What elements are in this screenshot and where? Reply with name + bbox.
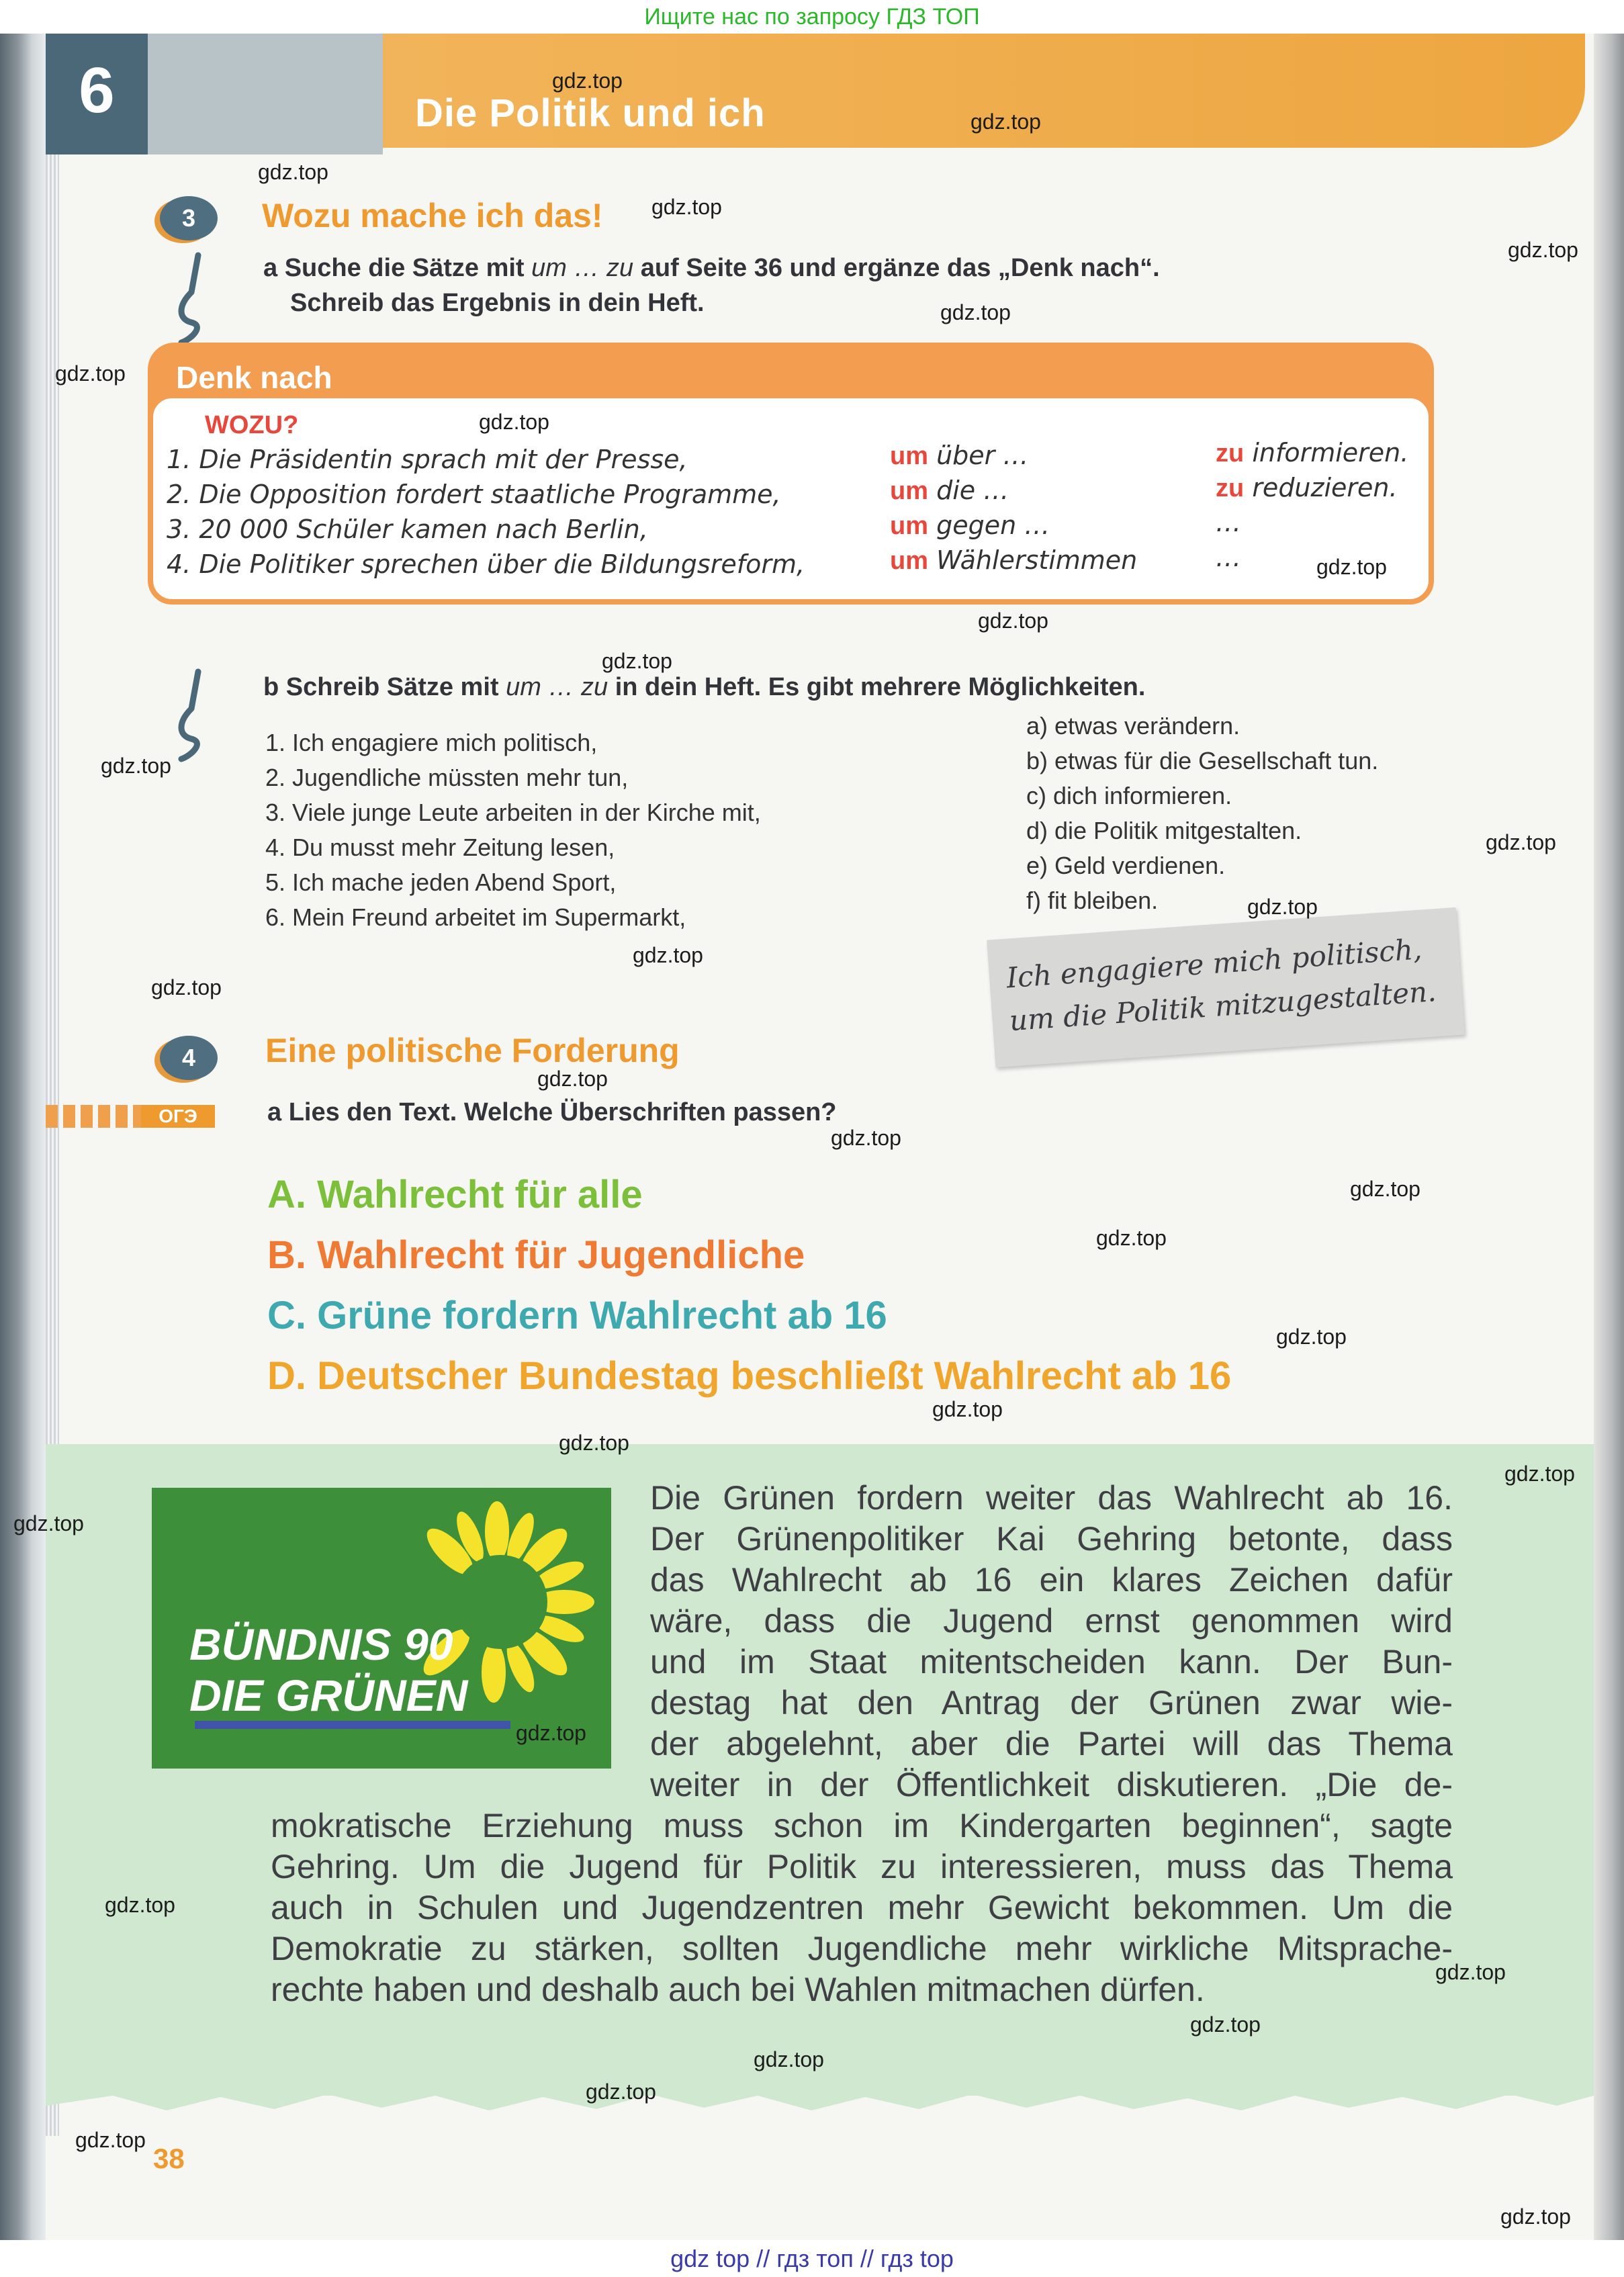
watermark: gdz.top	[940, 300, 1011, 324]
oge-badge: ОГЭ	[141, 1105, 215, 1128]
left-list-item-5: 5. Ich mache jeden Abend Sport,	[265, 868, 617, 896]
article-text-bottom	[271, 1805, 1453, 2010]
oge-dashes	[46, 1105, 141, 1128]
denk-row-3-end: …	[1216, 508, 1241, 537]
task-4a: a Lies den Text. Welche Überschriften passen?	[267, 1098, 837, 1126]
article-line: und im Staat mitentscheiden kann. Der Bun-	[650, 1643, 1453, 1681]
denk-row-1-zu: zu informieren.	[1216, 438, 1409, 467]
watermark: gdz.top	[258, 160, 328, 184]
top-promo-banner[interactable]: Ищите нас по запросу ГДЗ ТОП	[0, 0, 1624, 34]
denk-row-1-sentence: 1. Die Präsidentin sprach mit der Presse,	[167, 445, 688, 474]
wozu-label: WOZU?	[205, 411, 299, 439]
article-line: wäre, dass die Jugend ernst genommen wird	[650, 1602, 1453, 1640]
page-edge-left	[0, 34, 46, 2243]
left-list-item-2: 2. Jugendliche müssten mehr tun,	[265, 764, 629, 791]
watermark: gdz.top	[101, 754, 171, 778]
watermark: gdz.top	[1508, 238, 1578, 262]
watermark: gdz.top	[55, 361, 126, 386]
article-text-top	[650, 1478, 1453, 1805]
section-4-title: Eine politische Forderung	[265, 1032, 680, 1069]
header-grey-block	[148, 34, 383, 154]
right-list-item-a: a) etwas verändern.	[1026, 712, 1240, 740]
task-3a-um-zu: um … zu	[531, 254, 634, 282]
watermark: gdz.top	[1096, 1226, 1167, 1250]
watermark: gdz.top	[1190, 2012, 1261, 2037]
task-label-b: b	[263, 673, 279, 701]
article-line: Der Grünenpolitiker Kai Gehring betonte, dass	[650, 1520, 1453, 1558]
example-note-text: Ich engagiere mich politisch, um die Politik mitzugestalten.	[1005, 932, 1437, 1038]
denk-row-1-um: um über …	[890, 441, 1029, 470]
article-line: Gehring. Um die Jugend für Politik zu interessieren, muss das Thema	[271, 1848, 1453, 1885]
task-3a-text-2: auf Seite 36 und ergänze das „Denk nach“.	[640, 254, 1160, 282]
article-line: der abgelehnt, aber die Partei will das Thema	[650, 1725, 1453, 1762]
task-3b	[263, 673, 1145, 702]
option-b: B. Wahlrecht für Jugendliche	[267, 1233, 805, 1277]
watermark: gdz.top	[831, 1126, 901, 1150]
watermark: gdz.top	[754, 2047, 824, 2071]
right-list-item-c: c) dich informieren.	[1026, 782, 1232, 809]
task-label-a: a	[263, 254, 278, 282]
watermark: gdz.top	[151, 975, 222, 999]
left-list-item-4: 4. Du musst mehr Zeitung lesen,	[265, 834, 615, 861]
right-list-item-e: e) Geld verdienen.	[1026, 852, 1226, 879]
option-c: C. Grüne fordern Wahlrecht ab 16	[267, 1294, 887, 1337]
section-4-badge: 4	[160, 1036, 218, 1080]
article-line: das Wahlrecht ab 16 ein klares Zeichen dafür	[650, 1561, 1453, 1599]
watermark: gdz.top	[1316, 555, 1387, 579]
watermark: gdz.top	[1247, 895, 1318, 919]
article-line: Demokratie zu stärken, sollten Jugendliche mehr wirkliche Mitsprache-	[271, 1930, 1453, 1967]
logo-line-2: DIE GRÜNEN	[189, 1670, 468, 1720]
watermark: gdz.top	[651, 195, 722, 219]
page-edge-right	[1594, 34, 1624, 2243]
watermark: gdz.top	[552, 69, 623, 93]
watermark: gdz.top	[971, 109, 1041, 134]
watermark: gdz.top	[75, 2128, 146, 2152]
right-list-item-b: b) etwas für die Gesellschaft tun.	[1026, 747, 1379, 774]
task-3b-text-1: Schreib Sätze mit	[285, 673, 499, 701]
pen-icon	[171, 252, 212, 346]
task-3a	[263, 254, 1160, 283]
denk-row-4-end: …	[1216, 543, 1241, 572]
watermark: gdz.top	[586, 2080, 656, 2104]
watermark: gdz.top	[932, 1397, 1003, 1421]
right-list-item-f: f) fit bleiben.	[1026, 887, 1159, 914]
chapter-number: 6	[79, 54, 115, 126]
watermark: gdz.top	[1276, 1325, 1347, 1349]
chapter-title: Die Politik und ich	[415, 91, 766, 135]
watermark: gdz.top	[602, 649, 672, 673]
section-3-title: Wozu mache ich das!	[262, 197, 603, 234]
watermark: gdz.top	[105, 1893, 175, 1917]
watermark: gdz.top	[516, 1721, 586, 1745]
watermark: gdz.top	[633, 943, 703, 967]
denk-row-2-um: um die …	[890, 476, 1009, 505]
watermark: gdz.top	[1504, 1462, 1575, 1486]
left-list-item-6: 6. Mein Freund arbeitet im Supermarkt,	[265, 903, 686, 931]
task-3a-line2: Schreib das Ergebnis in dein Heft.	[290, 289, 705, 317]
task-3b-um-zu: um … zu	[506, 673, 608, 701]
watermark: gdz.top	[1435, 1960, 1506, 1984]
option-a: A. Wahlrecht für alle	[267, 1173, 643, 1216]
denk-row-4-um: um Wählerstimmen	[890, 545, 1138, 575]
denk-row-3-sentence: 3. 20 000 Schüler kamen nach Berlin,	[167, 515, 648, 544]
right-list-item-d: d) die Politik mitgestalten.	[1026, 817, 1302, 844]
logo-underline	[195, 1721, 510, 1729]
logo-text	[189, 1619, 467, 1721]
bottom-promo-banner[interactable]: gdz top // гдз топ // гдз top	[0, 2240, 1624, 2277]
watermark: gdz.top	[1350, 1177, 1420, 1201]
watermark: gdz.top	[537, 1067, 608, 1091]
task-3b-text-2: in dein Heft. Es gibt mehrere Möglichkeiten.	[615, 673, 1146, 701]
denk-row-2-zu: zu reduzieren.	[1216, 473, 1398, 502]
article-line: mokratische Erziehung muss schon im Kindergarten beginnen“, sagte	[271, 1807, 1453, 1844]
pen-icon	[171, 668, 212, 762]
denk-row-3-um: um gegen …	[890, 510, 1050, 540]
article-line: weiter in der Öffentlichkeit diskutieren. „Die de-	[650, 1766, 1453, 1803]
watermark: gdz.top	[1500, 2204, 1571, 2229]
article-line: rechte haben und deshalb auch bei Wahlen mitmachen dürfen.	[271, 1971, 1205, 2008]
section-3-badge: 3	[160, 196, 218, 240]
article-line: destag hat den Antrag der Grünen zwar wie-	[650, 1684, 1453, 1722]
watermark: gdz.top	[479, 410, 549, 434]
left-list-item-3: 3. Viele junge Leute arbeiten in der Kirche mit,	[265, 799, 761, 826]
watermark: gdz.top	[978, 609, 1048, 633]
article-line: auch in Schulen und Jugendzentren mehr Gewicht bekommen. Um die	[271, 1889, 1453, 1926]
watermark: gdz.top	[13, 1511, 84, 1535]
article-line: Die Grünen fordern weiter das Wahlrecht ab 16.	[650, 1479, 1453, 1517]
logo-line-1: BÜNDNIS 90	[189, 1619, 453, 1669]
denk-nach-title: Denk nach	[176, 360, 332, 395]
torn-paper-edge	[46, 2075, 1594, 2129]
left-list-item-1: 1. Ich engagiere mich politisch,	[265, 729, 598, 756]
page-number: 38	[153, 2143, 185, 2174]
denk-row-2-sentence: 2. Die Opposition fordert staatliche Programme,	[167, 480, 781, 509]
watermark: gdz.top	[1486, 830, 1556, 854]
denk-row-4-sentence: 4. Die Politiker sprechen über die Bildungsreform,	[167, 549, 805, 579]
option-d: D. Deutscher Bundestag beschließt Wahlrecht ab 16	[267, 1354, 1232, 1398]
watermark: gdz.top	[559, 1431, 629, 1455]
task-3a-text-1: Suche die Sätze mit	[284, 254, 525, 282]
